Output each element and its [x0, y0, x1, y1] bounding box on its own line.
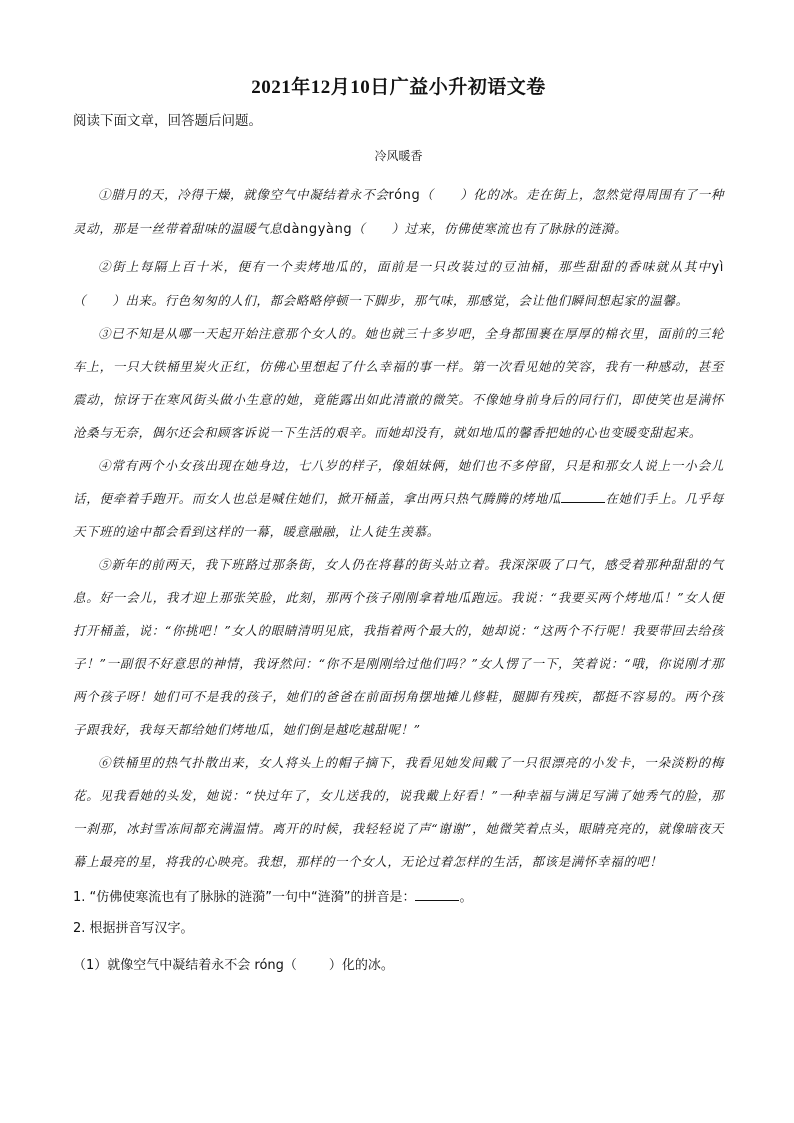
page-title: 2021年12月10日广益小升初语文卷	[251, 77, 546, 98]
paragraph-6: ⑥铁桶里的热气扑散出来，女人将头上的帽子摘下，我看见她发间戴了一只很漂亮的小发卡，一朵淡粉的梅花。见我看她的头发，她说：“快过年了，女儿送我的，说我戴上好看！”一种幸福与满足写满了她秀气的脸，那一刹那，冰封雪冻间都充满温情。离开的时候，我轻轻说了声“谢谢”，她微笑着点头，眼睛亮亮的，就像暗夜天幕上最亮的星，将我的心映亮。我想，那样的一个女人，无论过着怎样的生活，都该是满怀幸福的吧！	[73, 755, 724, 869]
question-1-text: 1. “仿佛使寒流也有了脉脉的涟漪”一句中“涟漪”的拼音是：	[73, 890, 416, 905]
reading-instruction: 阅读下面文章，回答题后问题。	[73, 113, 262, 129]
question-1	[73, 882, 724, 913]
pinyin-dangyang: dàngyàng	[282, 222, 353, 237]
paragraph-4-text-b: 在她们手上。几乎每天下班的途中都会看到这样的一幕，暖意融融，让人徒生羡慕。	[73, 491, 724, 539]
question-2: 2. 根据拼音写汉字。	[73, 921, 194, 936]
paragraph-4	[73, 449, 724, 548]
pinyin-yi: yì	[711, 260, 724, 275]
question-2-1	[73, 950, 724, 981]
question-2-1-text: （1）就像空气中凝结着永不会 róng（	[73, 958, 297, 973]
article-title: 冷风暖香	[374, 149, 423, 163]
paragraph-1-text-b: （ ）化的冰。走在街上，忽然觉得周围有了一种灵动，那是一丝带着甜味的温暖气息	[73, 187, 725, 236]
paragraph-2-text-b: （ ）出来。行色匆匆的人们，都会略略停顿一下脚步，那气味，那感觉，会让他们瞬间想起家的温馨。	[73, 293, 689, 308]
question-2-1-end: ）化的冰。	[328, 958, 394, 973]
paragraph-1-text-a: ①腊月的天，冷得干燥，就像空气中凝结着永不会	[98, 187, 389, 202]
paragraph-2-text-a: ②街上每隔上百十米，便有一个卖烤地瓜的，面前是一只改装过的豆油桶，那些甜甜的香味就从其中	[98, 259, 712, 274]
pinyin-rong: róng	[388, 188, 421, 203]
fill-blank-line	[561, 490, 605, 503]
question-1-end: 。	[459, 890, 473, 905]
paragraph-1-text-c: （ ）过来，仿佛使寒流也有了脉脉的涟漪。	[352, 221, 628, 236]
question-1-answer-blank	[415, 888, 459, 901]
paragraph-2	[73, 250, 724, 317]
paragraph-1	[73, 178, 724, 246]
paragraph-3: ③已不知是从哪一天起开始注意那个女人的。她也就三十多岁吧，全身都围裹在厚厚的棉衣里，面前的三轮车上，一只大铁桶里炭火正红，仿佛心里想起了什么幸福的事一样。第一次看见她的笑容，我有一种感动，甚至震动，惊讶于在寒风街头做小生意的她，竟能露出如此清澈的微笑。不像她身前身后的同行们，即使笑也是满怀沧桑与无奈，偶尔还会和顾客诉说一下生活的艰辛。而她却没有，就如地瓜的馨香把她的心也变暖变甜起来。	[73, 326, 724, 440]
paragraph-4-text-a: ④常有两个小女孩出现在她身边，七八岁的样子，像姐妹俩，她们也不多停留，只是和那女人说上一小会儿话，便牵着手跑开。而女人也总是喊住她们，掀开桶盖，拿出两只热气腾腾的烤地瓜	[73, 458, 724, 506]
paragraph-5: ⑤新年的前两天，我下班路过那条街，女人仍在将暮的街头站立着。我深深吸了口气，感受着那种甜甜的气息。好一会儿，我才迎上那张笑脸，此刻，那两个孩子刚刚拿着地瓜跑远。我说：“我要买两个烤地瓜！”女人便打开桶盖，说：“你挑吧！”女人的眼睛清明见底，我指着两个最大的，她却说：“这两个不行呢！我要带回去给孩子！”一副很不好意思的神情，我讶然问：“你不是刚刚给过他们吗？”女人愣了一下，笑着说：“哦，你说刚才那两个孩子呀！她们可不是我的孩子，她们的爸爸在前面拐角摆地摊儿修鞋，腿脚有残疾，都挺不容易的。两个孩子跟我好，我每天都给她们烤地瓜，她们倒是越吃越甜呢！”	[73, 557, 724, 737]
